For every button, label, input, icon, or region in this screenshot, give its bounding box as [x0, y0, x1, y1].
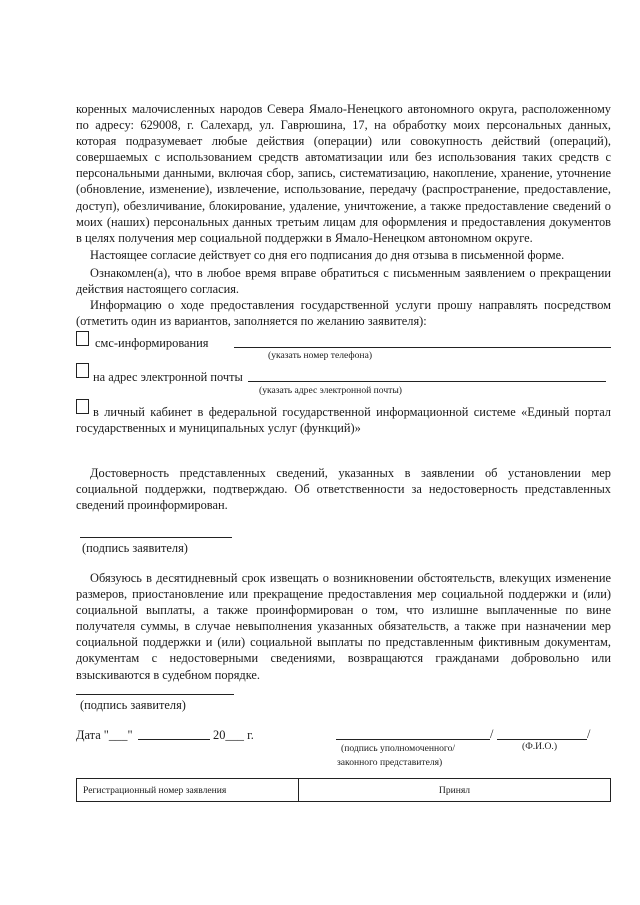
representative-caption-1: (подпись уполномоченного/	[341, 743, 456, 754]
slash-separator-2: /	[587, 727, 591, 741]
fio-field[interactable]	[497, 739, 587, 740]
portal-option-label: в личный кабинет в федеральной государственной информационной системе «Единый портал государственных и муниципальных услуг (функций)»	[76, 405, 611, 436]
phone-hint: (указать номер телефона)	[268, 350, 373, 361]
consent-paragraph: коренных малочисленных народов Севера Ямало-Ненецкого автономного округа, расположенному по адресу: 629008, г. Салехард, ул. Гаврюшина, 17, на обработку моих персональных данных, которая подразумевает любые действия (операции) или совокупность действий (операций), совершаемых с использованием средств автоматизации или без использования таких средств с персональными данными, включая сбор, запись, систематизацию, накопление, хранение, уточнение (обновление, изменение), извлечение, использование, передачу (распространение, предоставление, доступ), обезличивание, блокирование, удаление, уничтожение, а также предоставление сведений о моих (наших) персональных данных третьим лицам для оформления и предоставления документов в целях получения мер социальной поддержки в Ямало-Ненецком автономном округе.	[76, 102, 611, 245]
fio-caption: (Ф.И.О.)	[522, 741, 558, 752]
date-month-field[interactable]	[138, 739, 210, 740]
email-option-label: на адрес электронной почты	[93, 370, 243, 384]
slash-separator-1: /	[490, 727, 494, 741]
validity-paragraph: Настоящее согласие действует со дня его подписания до дня отзыва в письменной форме.	[90, 248, 565, 262]
registration-number-cell[interactable]: Регистрационный номер заявления	[77, 779, 299, 801]
accepted-by-cell[interactable]: Принял	[438, 784, 471, 796]
signature-caption-1: (подпись заявителя)	[82, 541, 188, 555]
info-intro-paragraph: Информацию о ходе предоставления государственной услуги прошу направлять посредством (отметить один из вариантов, заполняется по желанию заявителя):	[76, 298, 611, 329]
email-hint: (указать адрес электронной почты)	[259, 385, 402, 396]
sms-checkbox[interactable]	[76, 331, 89, 346]
email-checkbox[interactable]	[76, 363, 89, 378]
representative-caption-2: законного представителя)	[337, 757, 443, 768]
phone-number-field[interactable]	[234, 347, 611, 348]
signature-line-2[interactable]	[76, 694, 234, 695]
registration-table	[76, 778, 611, 802]
email-address-field[interactable]	[248, 381, 606, 382]
date-label: Дата "___"	[76, 728, 133, 742]
revocation-paragraph: Ознакомлен(а), что в любое время вправе обратиться с письменным заявлением о прекращении действия настоящего согласия.	[76, 266, 611, 297]
date-year-label: 20___ г.	[213, 728, 254, 742]
obligation-paragraph: Обязуюсь в десятидневный срок извещать о возникновении обстоятельств, влекущих изменение размеров, приостановление или прекращение предоставления мер социальной поддержки и (или) социальной выплаты, а также проинформирован о том, что излишне выплаченные по вине получателя суммы, в случае невыполнения указанных обязательств, а также при назначении мер социальной поддержки и (или) социальной выплаты по представленным фиктивным документам, документам с недостоверными сведениями, возвращаются гражданами добровольно или взыскиваются в судебном порядке.	[76, 571, 611, 682]
sms-option-label: смс-информирования	[95, 336, 209, 350]
signature-caption-2: (подпись заявителя)	[80, 698, 186, 712]
signature-line-1[interactable]	[80, 537, 232, 538]
representative-signature-field[interactable]	[336, 739, 490, 740]
accuracy-paragraph: Достоверность представленных сведений, указанных в заявлении об установлении мер социальной поддержки, подтверждаю. Об ответственности за недостоверность представленных сведений проинформирован.	[76, 466, 611, 513]
